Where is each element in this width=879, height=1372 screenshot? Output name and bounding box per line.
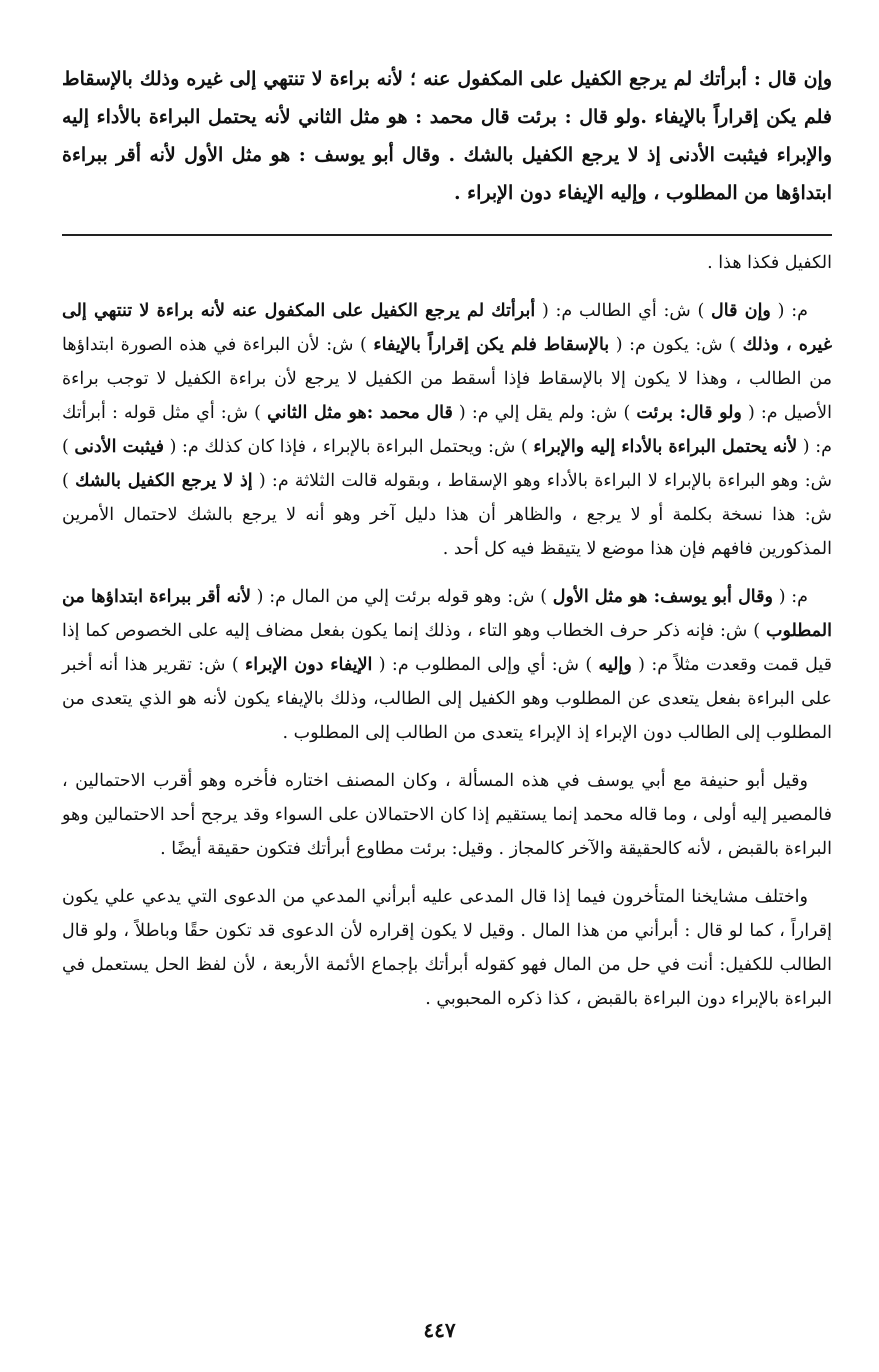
quoted-matn: إذ لا يرجع الكفيل بالشك bbox=[75, 471, 253, 491]
commentary-paragraph-2 bbox=[62, 580, 832, 750]
plain-text: م: ( bbox=[777, 301, 808, 321]
quoted-matn: الإيفاء دون الإبراء bbox=[245, 655, 373, 675]
commentary-paragraph-3: وقيل أبو حنيفة مع أبي يوسف في هذه المسألة ، وكان المصنف اختاره فأخره وهو أقرب الاحتمالين ، فالمصير إليه أولى ، وما قاله محمد إنما يستقيم إذا كان الاحتمالان على السواء وقد يرجح أحد الاحتمالين وهو البراءة بالقبض ، لأنه كالحقيقة والآخر كالمجاز . وقيل: برئت مطاوع أبرأتك فتكون حقيقة أيضًا . bbox=[62, 771, 832, 859]
quoted-matn: وإليه bbox=[598, 655, 632, 675]
document-page bbox=[62, 60, 832, 1030]
main-text-block bbox=[62, 60, 832, 212]
plain-text: ) ش: أي الطالب م: ( bbox=[541, 301, 705, 321]
plain-text: م: ( bbox=[778, 587, 808, 607]
plain-text: ) ش: لأن البراءة في هذه الصورة ابتداؤها من الطالب ، وهذا لا يكون إلا بالإسقاط فإذا أسقط من الكفيل لا يرجع لأن براءة الكفيل لا توجب براءة الأصيل م: ( bbox=[62, 335, 832, 423]
quoted-matn: وقال أبو يوسف: هو مثل الأول bbox=[552, 587, 773, 607]
quoted-matn: لأنه أقر ببراءة ابتداؤها من المطلوب bbox=[62, 587, 832, 641]
plain-text: ) ش: ولم يقل إلي م: ( bbox=[458, 403, 631, 423]
commentary-paragraph-4: واختلف مشايخنا المتأخرون فيما إذا قال المدعى عليه أبرأني المدعي من الدعوى التي يدعي علي يكون إقراراً ، كما لو قال : أبرأني من هذا المال . وقيل لا يكون إقراره لأن الدعوى قد تكون حقًا وباطلاً ، ولو قال الطالب للكفيل: أنت في حل من المال فهو كقوله أبرأتك بإجماع الأئمة الأربعة ، لأن لفظ الحل يستعمل في البراءة بالإبراء دون البراءة بالقبض ، كذا ذكره المحبوبي . bbox=[62, 887, 832, 1009]
separator-line bbox=[62, 234, 832, 236]
quoted-matn: قال محمد :هو مثل الثاني bbox=[267, 403, 453, 423]
plain-text: ) ش: يكون م: ( bbox=[615, 335, 737, 355]
quoted-matn: أبرأتك لم يرجع الكفيل على المكفول عنه لأنه براءة لا تنتهي إلى غيره ، وذلك bbox=[62, 301, 832, 355]
quoted-matn: بالإسقاط فلم يكن إقراراً بالإيفاء bbox=[373, 335, 610, 355]
plain-text: ) ش: ويحتمل البراءة بالإبراء ، فإذا كان كذلك م: ( bbox=[169, 437, 528, 457]
plain-text: ) ش: أي وإلى المطلوب م: ( bbox=[378, 655, 593, 675]
plain-text: ) ش: أي مثل قوله : أبرأتك م: ( bbox=[62, 403, 832, 457]
commentary-continuation: الكفيل فكذا هذا . bbox=[707, 253, 832, 273]
quoted-matn: لأنه يحتمل البراءة بالأداء إليه والإبراء bbox=[533, 437, 798, 457]
plain-text: ) ش: هذا نسخة بكلمة أو لا يرجع ، والظاهر أن هذا دليل آخر وهو أنه لا يرجع بالشك لاحتمال الأمرين المذكورين فافهم فإن هذا موضع لا يتيقظ فيه كل أحد . bbox=[62, 471, 832, 559]
plain-text: ) ش: فإنه ذكر حرف الخطاب وهو التاء ، وذلك إنما يكون بفعل مضاف إليه على الخصوص كما إذا قيل قمت وقعدت مثلاً م: ( bbox=[62, 621, 832, 675]
commentary-block bbox=[62, 246, 832, 1016]
quoted-matn: ولو قال: برئت bbox=[636, 403, 742, 423]
main-text: وإن قال : أبرأتك لم يرجع الكفيل على المكفول عنه ؛ لأنه براءة لا تنتهي إلى غيره وذلك بالإسقاط فلم يكن إقراراً بالإيفاء .ولو قال : برئت قال محمد : هو مثل الثاني لأنه يحتمل البراءة بالأداء إليه والإبراء فيثبت الأدنى إذ لا يرجع الكفيل بالشك . وقال أبو يوسف : هو مثل الأول لأنه أقر ببراءة ابتداؤها من المطلوب ، وإليه الإيفاء دون الإبراء . bbox=[62, 68, 832, 204]
page-number: ٤٤٧ bbox=[423, 1318, 456, 1342]
quoted-matn: فيثبت الأدنى bbox=[74, 437, 165, 457]
plain-text: ) ش: وهو قوله برئت إلي من المال م: ( bbox=[256, 587, 548, 607]
plain-text: ) ش: وهو البراءة بالإبراء لا البراءة بالأداء وهو الإسقاط ، وبقوله قالت الثلاثة م: ( bbox=[62, 437, 832, 491]
quoted-matn: وإن قال bbox=[711, 301, 771, 321]
plain-text: ) ش: تقرير هذا أنه أخبر على البراءة بفعل يتعدى عن المطلوب وهو الكفيل إلى الطالب، وذلك بالإيفاء يكون لأنه هو الذي يتعدى من المطلوب إلى الطالب دون الإبراء إذ الإبراء يتعدى من الطالب إلى المطلوب . bbox=[62, 655, 832, 743]
commentary-paragraph-1 bbox=[62, 294, 832, 566]
